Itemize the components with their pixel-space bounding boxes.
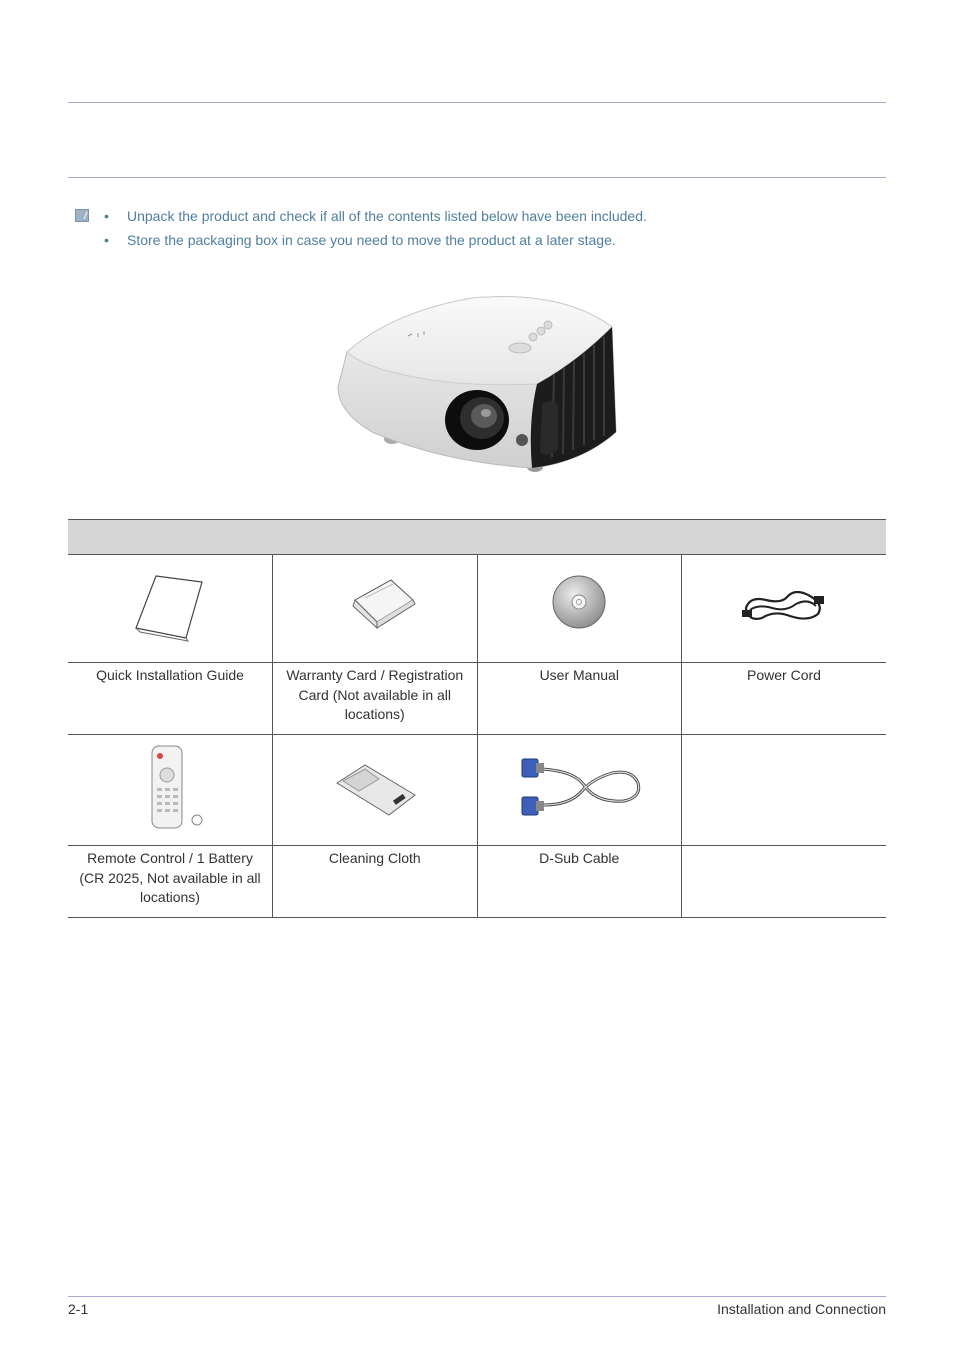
item-label: Quick Installation Guide (68, 663, 273, 735)
user-manual-cd-image (477, 555, 682, 663)
page-number: 2-1 (68, 1301, 89, 1317)
note-icon (75, 209, 89, 222)
item-label: Power Cord (682, 663, 887, 735)
power-cord-image (682, 555, 887, 663)
item-label: Warranty Card / Registration Card (Not available in all locations) (273, 663, 478, 735)
remote-control-image (68, 735, 273, 846)
header-rule-top (68, 102, 886, 103)
item-label: Remote Control / 1 Battery (CR 2025, Not available in all locations) (68, 846, 273, 918)
item-label: Cleaning Cloth (273, 846, 478, 918)
note-item: • Store the packaging box in case you need to move the product at a later stage. (104, 230, 647, 254)
note-list (104, 206, 647, 254)
quick-guide-image (68, 555, 273, 663)
table-header (68, 520, 886, 555)
note-item: • Unpack the product and check if all of the contents listed below have been included. (104, 206, 647, 230)
contents-table (68, 519, 886, 918)
d-sub-cable-image (477, 735, 682, 846)
header-rule-bottom (68, 177, 886, 178)
footer-rule (68, 1296, 886, 1297)
empty-image-cell (682, 735, 887, 846)
warranty-card-image (273, 555, 478, 663)
projector-image (332, 292, 622, 477)
item-label: D-Sub Cable (477, 846, 682, 918)
cleaning-cloth-image (273, 735, 478, 846)
item-label: User Manual (477, 663, 682, 735)
section-title: Installation and Connection (717, 1301, 886, 1317)
item-label (682, 846, 887, 918)
